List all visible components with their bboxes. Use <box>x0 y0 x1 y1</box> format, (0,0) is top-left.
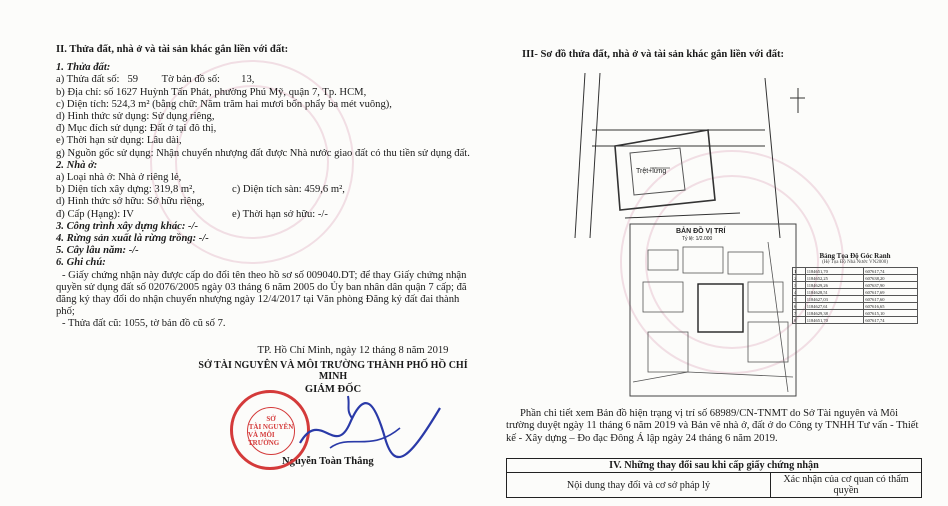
place-date: TP. Hồ Chí Minh, ngày 12 tháng 8 năm 2019 <box>257 345 449 356</box>
changes-col-authority: Xác nhận của cơ quan có thẩm quyền <box>771 473 922 498</box>
land-use-form: d) Hình thức sử dụng: Sử dụng riêng, <box>56 111 215 123</box>
forest-item: 4. Rừng sản xuất là rừng trồng: -/- <box>56 233 209 245</box>
stamp-text-bottom: VÀ MÔI TRƯỜNG <box>248 431 280 447</box>
location-map-title: BẢN ĐỒ VỊ TRÍ <box>676 228 726 235</box>
coordinate-row <box>793 296 918 303</box>
changes-table <box>506 458 922 498</box>
coordinate-table <box>792 252 918 324</box>
coordinate-cell: 607617,60 <box>864 296 918 303</box>
coordinate-cell: 1184627,61 <box>805 303 864 310</box>
coordinate-row <box>793 268 918 275</box>
coordinate-title: Bảng Tọa Độ Góc Ranh <box>819 252 891 260</box>
coordinate-cell: 1184627,03 <box>805 296 864 303</box>
house-build-area: b) Diện tích xây dựng: 319,8 m², <box>56 184 195 196</box>
notes-heading: 6. Ghi chú: <box>56 257 106 269</box>
coordinate-cell: 607616,65 <box>864 303 918 310</box>
perennial-item: 5. Cây lâu năm: -/- <box>56 245 139 257</box>
coordinate-row <box>793 310 918 317</box>
parcel-diagram <box>530 68 820 248</box>
coordinate-cell: 607617,74 <box>864 317 918 324</box>
coordinate-row <box>793 317 918 324</box>
coordinate-row <box>793 282 918 289</box>
note-old-parcel: - Thửa đất cũ: 1055, tờ bản đồ cũ số 7. <box>62 318 226 330</box>
stamp-text-mid: TÀI NGUYÊN <box>248 423 294 431</box>
coordinate-cell: 6 <box>793 303 806 310</box>
coordinate-cell: 7 <box>793 310 806 317</box>
land-info-section <box>56 44 476 331</box>
land-heading: 1. Thửa đất: <box>56 62 111 74</box>
signer-name: Nguyễn Toàn Thắng <box>282 456 374 467</box>
coordinate-cell: 1184629,26 <box>805 282 864 289</box>
coordinate-cell: 1184652,25 <box>805 275 864 282</box>
location-map-scale: Tỷ lệ: 1/2.000 <box>682 236 713 242</box>
house-ownership: d) Hình thức sở hữu: Sở hữu riêng, <box>56 196 205 208</box>
coordinate-cell: 3 <box>793 282 806 289</box>
stamp-inner <box>247 407 295 455</box>
house-type: a) Loại nhà ở: Nhà ở riêng lẻ, <box>56 172 182 184</box>
land-address: b) Địa chỉ: số 1627 Huỳnh Tấn Phát, phường Phú Mỹ, quận 7, Tp. HCM, <box>56 86 367 98</box>
signer-title: GIÁM ĐỐC <box>304 384 362 395</box>
house-area-row <box>56 184 476 196</box>
map-section-title: III- Sơ đồ thửa đất, nhà ở và tài sản khác gắn liền với đất: <box>522 49 785 60</box>
other-construction: 3. Công trình xây dựng khác: -/- <box>56 220 199 232</box>
coordinate-row <box>793 303 918 310</box>
coordinate-subtitle: (Hệ Tọa Độ Nhà Nước VN2000) <box>822 260 888 265</box>
coordinate-cell: 1 <box>793 268 806 275</box>
house-grade: đ) Cấp (Hạng): IV <box>56 208 134 220</box>
coordinate-cell: 607638,20 <box>864 275 918 282</box>
land-use-purpose: đ) Mục đích sử dụng: Đất ở tại đô thị, <box>56 123 217 135</box>
coordinate-cell: 5 <box>793 296 806 303</box>
coordinate-cell: 607615,10 <box>864 310 918 317</box>
section-title: II. Thửa đất, nhà ở và tài sản khác gắn liền với đất: <box>56 44 289 55</box>
coordinate-cell: 8 <box>793 317 806 324</box>
changes-col-content: Nội dung thay đổi và cơ sở pháp lý <box>507 473 771 498</box>
coordinate-cell: 607637,90 <box>864 282 918 289</box>
map-house-label: Trệt+lửng <box>636 168 667 175</box>
coordinate-row <box>793 275 918 282</box>
location-map <box>628 222 798 398</box>
note-text: - Giấy chứng nhận này được cấp do đổi tên theo hồ sơ số 009040.DT; để thay Giấy chứng nhận quyền sử dụng đất số 02076/2005 ngày 03 tháng 6 năm 2005 do Ủy ban nhân dân quận 7 cấp; đã đăng ký thay đổi do nhận chuyển nhượng ngày 12/4/2017 tại Văn phòng Đăng ký đất đai thành phố; <box>56 269 467 318</box>
house-heading: 2. Nhà ở: <box>56 159 98 171</box>
house-term: e) Thời hạn sở hữu: -/- <box>232 208 328 220</box>
changes-table-title: IV. Những thay đổi sau khi cấp giấy chứng nhận <box>507 459 922 473</box>
coordinate-cell: 2 <box>793 275 806 282</box>
coordinate-grid <box>792 267 918 324</box>
coordinate-cell: 1184629,38 <box>805 310 864 317</box>
land-parcel-number: a) Thửa đất số: 59 Tờ bản đồ số: 13, <box>56 74 255 86</box>
coordinate-cell: 1184628,51 <box>805 289 864 296</box>
house-grade-row <box>56 209 476 221</box>
coordinate-cell: 607617,74 <box>864 268 918 275</box>
coordinate-cell: 4 <box>793 289 806 296</box>
issuing-org: SỞ TÀI NGUYÊN VÀ MÔI TRƯỜNG THÀNH PHỐ HỒ CHÍ MINH <box>198 360 468 382</box>
coordinate-row <box>793 289 918 296</box>
handwritten-signature <box>290 388 450 468</box>
coordinate-cell: 1184651,70 <box>805 317 864 324</box>
land-area: c) Diện tích: 524,3 m² (bằng chữ: Năm trăm hai mươi bốn phẩy ba mét vuông), <box>56 98 392 110</box>
map-reference-note: Phần chi tiết xem Bản đồ hiện trạng vị trí số 68989/CN-TNMT do Sở Tài nguyên và Môi trường duyệt ngày 11 tháng 6 năm 2019 và Bản vẽ nhà ở, đất ở do Công ty TNHH Tư vấn - Thiết kế - Xây dựng – Đo đạc Đông Á lập ngày 24 tháng 6 năm 2019. <box>506 408 919 444</box>
land-use-origin: g) Nguồn gốc sử dụng: Nhận chuyển nhượng đất được Nhà nước giao đất có thu tiền sử dụng đất. <box>56 147 470 159</box>
coordinate-cell: 1184651,70 <box>805 268 864 275</box>
land-use-term: e) Thời hạn sử dụng: Lâu dài, <box>56 135 182 147</box>
house-floor-area: c) Diện tích sàn: 459,6 m², <box>232 184 345 196</box>
stamp-text-top: SỞ <box>266 415 276 423</box>
coordinate-cell: 607617,69 <box>864 289 918 296</box>
